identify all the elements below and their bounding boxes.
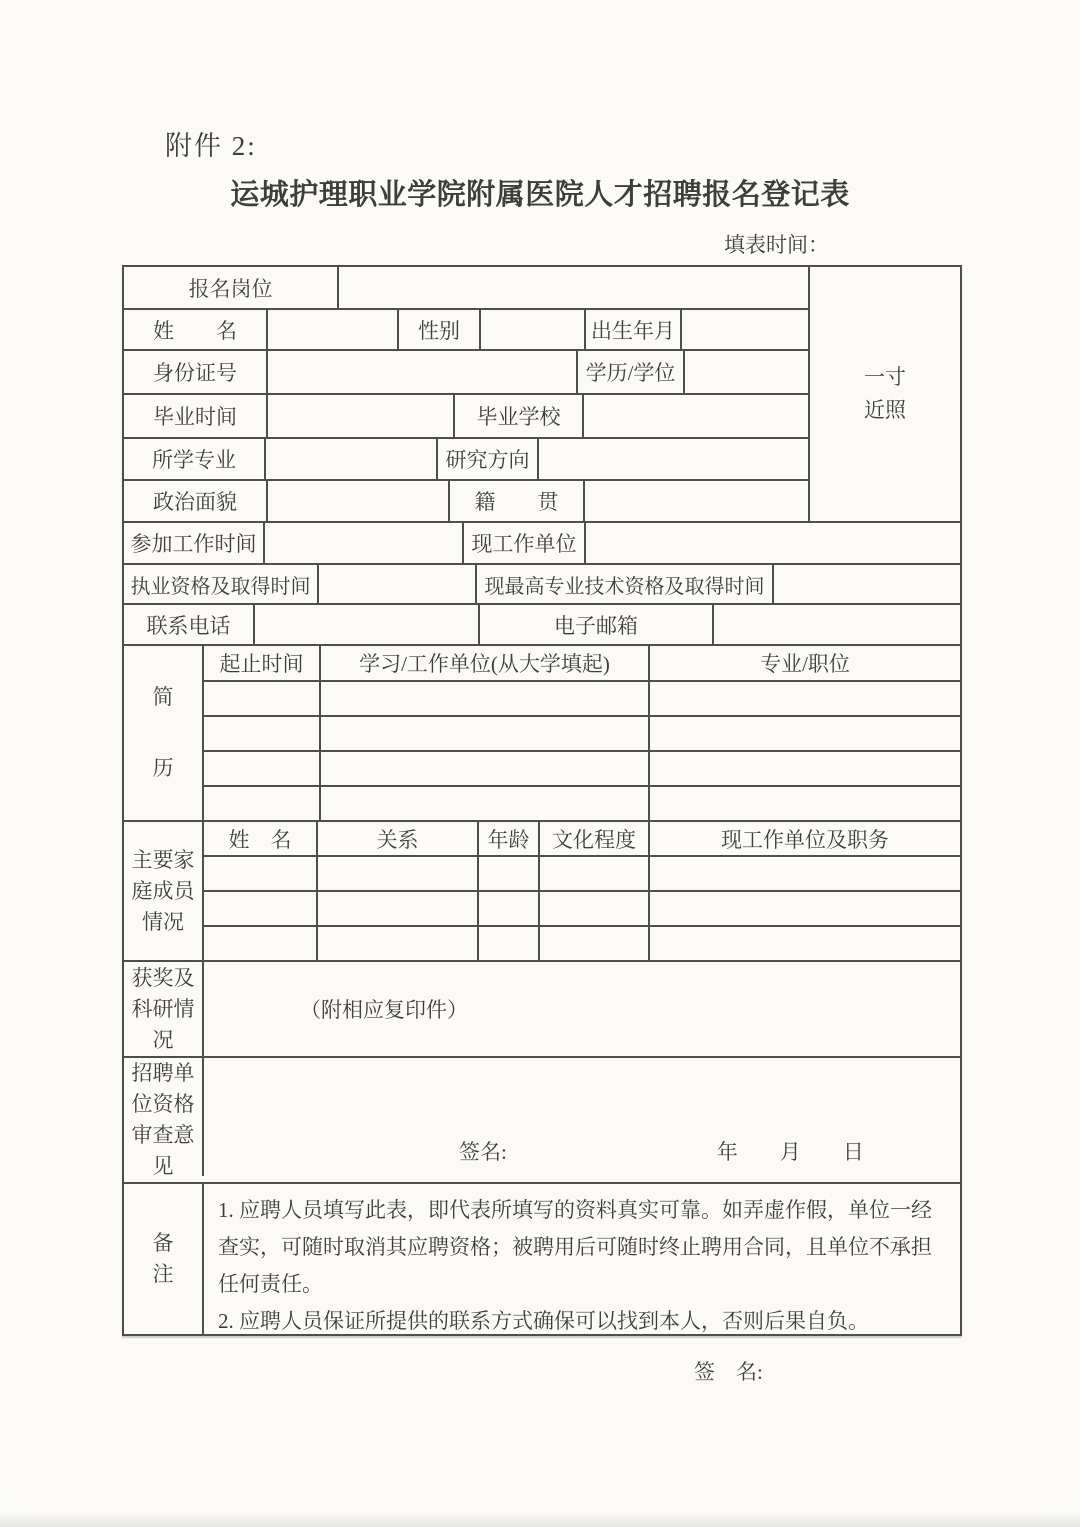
cell-highest-professional-qualification <box>772 565 960 603</box>
resume-cell-title <box>648 752 960 785</box>
basic-info-left <box>124 267 808 521</box>
label-political-status: 政治面貌 <box>153 490 237 514</box>
resume-empty-row <box>204 785 960 820</box>
remarks-label-char1: 备 <box>152 1231 174 1255</box>
resume-cell-period <box>204 752 319 785</box>
resume-label-char2: 历 <box>152 756 174 780</box>
label-name: 姓 名 <box>153 318 237 343</box>
review-content <box>202 1058 960 1176</box>
family-cell-employer <box>648 857 960 890</box>
basic-info-section <box>124 267 960 521</box>
resume-grid <box>202 646 960 820</box>
family-header-name: 姓 名 <box>228 827 292 852</box>
cell-gender <box>479 310 584 349</box>
family-cell-education <box>538 892 648 925</box>
review-section <box>124 1056 960 1182</box>
review-label-line3: 审查意 <box>131 1123 195 1147</box>
remarks-sign-label: 签 名: <box>694 1360 763 1384</box>
family-label-line1: 主要家 <box>131 847 195 872</box>
resume-cell-institution <box>319 752 648 785</box>
photo-note-line2: 近照 <box>864 398 906 422</box>
label-degree: 学历/学位 <box>576 351 683 393</box>
remarks-section-label <box>124 1184 202 1334</box>
row-name-gender-birth <box>124 308 808 349</box>
label-gender: 性别 <box>397 310 479 349</box>
resume-empty-row <box>204 680 960 715</box>
family-label-line3: 情况 <box>142 909 184 934</box>
resume-cell-title <box>648 787 960 820</box>
family-header-relation: 关系 <box>316 822 477 855</box>
cell-graduation-school <box>582 395 808 437</box>
awards-note: （附相应复印件） <box>300 998 468 1022</box>
family-empty-row <box>204 890 960 925</box>
review-label-line2: 位资格 <box>131 1092 195 1116</box>
cell-work-start-time <box>263 523 462 563</box>
row-id-degree <box>124 349 808 393</box>
family-cell-employer <box>648 927 960 960</box>
awards-label-line3: 况 <box>152 1027 174 1052</box>
label-work-start-time: 参加工作时间 <box>130 532 257 556</box>
awards-section-label <box>124 962 202 1056</box>
resume-cell-period <box>204 717 319 750</box>
cell-political-status <box>266 481 448 521</box>
resume-section <box>124 644 960 820</box>
remarks-item-1: 1. 应聘人员填写此表，即代表所填写的资料真实可靠。如弄虚作假，单位一经查实，可随时取消其应聘资格；被聘用后可随时终止聘用合同，且单位不承担任何责任。 <box>218 1198 932 1296</box>
family-cell-relation <box>316 857 477 890</box>
resume-header-row <box>204 646 960 680</box>
family-cell-employer <box>648 892 960 925</box>
resume-label-char1: 简 <box>152 685 174 709</box>
awards-label-line2: 科研情 <box>131 996 195 1021</box>
label-report-position: 报名岗位 <box>188 276 273 301</box>
photo-box <box>808 267 960 521</box>
family-cell-age <box>477 927 538 960</box>
row-political-native <box>124 479 808 521</box>
family-cell-relation <box>316 927 477 960</box>
form-title: 运城护理职业学院附属医院人才招聘报名登记表 <box>230 179 850 211</box>
label-birth-date: 出生年月 <box>584 310 680 349</box>
cell-report-position <box>337 267 808 308</box>
cell-id-number <box>266 351 576 393</box>
photo-note-line1: 一寸 <box>864 365 906 389</box>
cell-graduation-time <box>266 395 453 437</box>
family-header-age: 年龄 <box>477 822 538 855</box>
review-sign-label: 签名: <box>459 1140 507 1164</box>
review-date-label: 年 月 日 <box>716 1140 864 1164</box>
resume-header-period: 起止时间 <box>219 652 304 676</box>
remarks-item-2: 2. 应聘人员保证所提供的联系方式确保可以找到本人，否则后果自负。 <box>218 1309 869 1333</box>
review-label-line1: 招聘单 <box>131 1061 195 1085</box>
label-id-number: 身份证号 <box>153 361 237 385</box>
resume-cell-period <box>204 787 319 820</box>
row-graduation <box>124 393 808 437</box>
row-major-research <box>124 437 808 479</box>
resume-cell-institution <box>319 682 648 715</box>
family-header-employer: 现工作单位及职务 <box>648 822 960 855</box>
cell-practice-qualification <box>317 565 475 603</box>
family-cell-age <box>477 857 538 890</box>
cell-email <box>712 605 960 644</box>
row-report-position <box>124 267 808 308</box>
review-sign-row <box>204 1136 960 1176</box>
family-label-line2: 庭成员 <box>131 878 195 903</box>
family-cell-relation <box>316 892 477 925</box>
cell-name <box>266 310 397 349</box>
cell-birth-date <box>680 310 808 349</box>
label-research-direction: 研究方向 <box>436 439 537 479</box>
resume-header-institution: 学习/工作单位(从大学填起) <box>319 646 648 680</box>
label-graduation-time: 毕业时间 <box>153 405 237 429</box>
cell-phone <box>253 605 478 644</box>
family-header-row <box>204 822 960 855</box>
label-email: 电子邮箱 <box>478 605 712 644</box>
registration-table <box>122 265 962 1384</box>
label-current-employer: 现工作单位 <box>462 523 584 563</box>
family-cell-name <box>204 927 316 960</box>
resume-cell-institution <box>319 717 648 750</box>
awards-content <box>202 962 960 1056</box>
resume-section-label <box>124 646 202 820</box>
resume-cell-period <box>204 682 319 715</box>
family-cell-name <box>204 892 316 925</box>
resume-header-title: 专业/职位 <box>648 646 960 680</box>
family-header-education: 文化程度 <box>538 822 648 855</box>
label-practice-qualification: 执业资格及取得时间 <box>130 575 311 598</box>
cell-current-employer <box>584 523 960 563</box>
family-section-label <box>124 822 202 960</box>
cell-native-place <box>583 481 808 521</box>
attachment-label: 附件 2: <box>165 131 257 161</box>
row-qualifications <box>124 563 960 603</box>
cell-major <box>264 439 436 479</box>
resume-cell-title <box>648 682 960 715</box>
family-grid <box>202 822 960 960</box>
review-label-line4: 见 <box>152 1154 174 1178</box>
family-section <box>124 820 960 960</box>
row-work-start <box>124 521 960 563</box>
label-major: 所学专业 <box>152 448 236 472</box>
resume-cell-title <box>648 717 960 750</box>
label-graduation-school: 毕业学校 <box>453 395 582 437</box>
resume-empty-row <box>204 715 960 750</box>
fill-date-label: 填表时间： <box>724 233 829 257</box>
label-phone: 联系电话 <box>146 613 231 638</box>
family-cell-education <box>538 857 648 890</box>
cell-research-direction <box>537 439 808 479</box>
label-highest-professional-qualification: 现最高专业技术资格及取得时间 <box>475 565 772 603</box>
remarks-label-char2: 注 <box>152 1262 174 1286</box>
cell-degree <box>683 351 808 393</box>
remarks-content <box>202 1184 960 1384</box>
label-native-place: 籍 贯 <box>448 481 583 521</box>
resume-cell-institution <box>319 787 648 820</box>
family-cell-name <box>204 857 316 890</box>
family-empty-row <box>204 855 960 890</box>
resume-empty-row <box>204 750 960 785</box>
awards-label-line1: 获奖及 <box>131 965 195 990</box>
row-contact <box>124 603 960 644</box>
family-empty-row <box>204 925 960 960</box>
remarks-section <box>124 1182 960 1384</box>
family-cell-education <box>538 927 648 960</box>
family-cell-age <box>477 892 538 925</box>
review-section-label <box>124 1058 202 1182</box>
awards-section <box>124 960 960 1056</box>
